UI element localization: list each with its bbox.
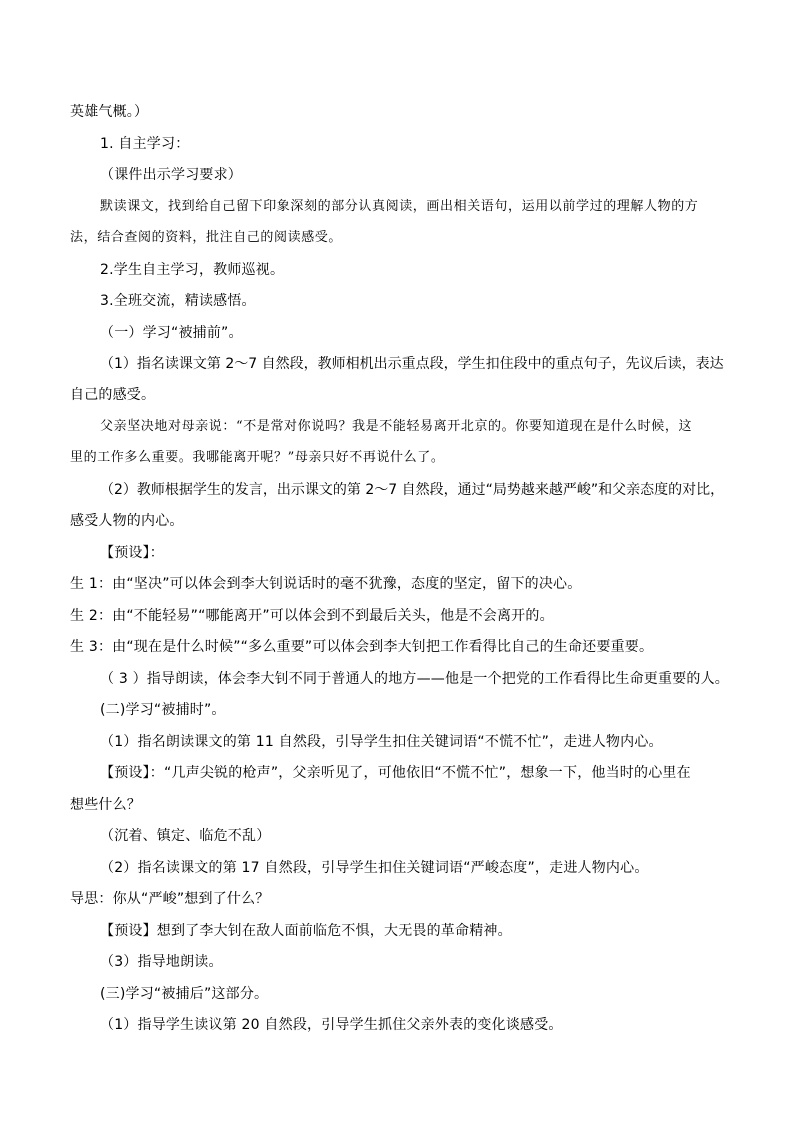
text-line: （沉着、镇定、临危不乱） bbox=[100, 828, 271, 844]
text-line: 生 2：由“不能轻易”“哪能离开”可以体会到不到最后关头，他是不会离开的。 bbox=[70, 608, 554, 624]
text-line: （3）指导地朗读。 bbox=[100, 954, 223, 970]
text-line: 生 3：由“现在是什么时候”“多么重要”可以体会到李大钊把工作看得比自己的生命还要重要。 bbox=[70, 639, 654, 655]
text-line: 法，结合查阅的资料，批注自己的阅读感受。 bbox=[70, 230, 343, 245]
text-line: （课件出示学习要求） bbox=[100, 167, 242, 183]
text-line: 父亲坚决地对母亲说：“不是常对你说吗？我是不能轻易离开北京的。你要知道现在是什么时候，这 bbox=[100, 419, 693, 434]
text-line: （1）指名读课文第 2～7 自然段，教师相机出示重点段，学生扣住段中的重点句子，先议后读，表达 bbox=[100, 356, 724, 372]
text-line: 默读课文，找到给自己留下印象深刻的部分认真阅读，画出相关语句，运用以前学过的理解人物的方 bbox=[100, 199, 699, 214]
text-line: 英雄气概。） bbox=[70, 104, 149, 120]
text-line: （一）学习“被捕前”。 bbox=[100, 325, 243, 341]
text-line: 【预设】： bbox=[100, 545, 164, 561]
text-line: 【预设】想到了李大钊在敌人面前临危不惧，大无畏的革命精神。 bbox=[100, 923, 512, 939]
text-line: 【预设】：“几声尖锐的枪声”，父亲听见了，可他依旧“不慌不忙”，想象一下，他当时的心里在 bbox=[100, 765, 691, 781]
text-line: 想些什么？ bbox=[70, 797, 141, 813]
text-line: 感受人物的内心。 bbox=[70, 513, 184, 529]
text-line: 里的工作多么重要。我哪能离开呢？”母亲只好不再说什么了。 bbox=[70, 450, 445, 465]
text-line: 3.全班交流，精读感悟。 bbox=[100, 293, 256, 309]
text-line: （1）指名朗读课文的第 11 自然段，引导学生扣住关键词语“不慌不忙”，走进人物内心。 bbox=[100, 734, 663, 750]
text-line: 生 1：由“坚决”可以体会到李大钊说话时的毫不犹豫，态度的坚定，留下的决心。 bbox=[70, 576, 582, 592]
text-line: 2.学生自主学习，教师巡视。 bbox=[100, 262, 285, 278]
text-line: 自己的感受。 bbox=[70, 387, 156, 403]
text-line: (二)学习“被捕时”。 bbox=[100, 702, 226, 718]
text-line: （2）教师根据学生的发言，出示课文的第 2～7 自然段，通过“局势越来越严峻”和父亲态度的对比， bbox=[100, 482, 725, 498]
text-line: 1. 自主学习： bbox=[100, 136, 190, 152]
text-line: （1）指导学生读议第 20 自然段，引导学生抓住父亲外表的变化谈感受。 bbox=[100, 1017, 563, 1033]
text-line: (三)学习“被捕后”这部分。 bbox=[100, 986, 269, 1002]
text-line: 导思：你从“严峻”想到了什么？ bbox=[70, 891, 270, 907]
text-line: （2）指名读课文的第 17 自然段，引导学生扣住关键词语“严峻态度”，走进人物内心。 bbox=[100, 860, 649, 876]
text-line: （ 3 ）指导朗读，体会李大钊不同于普通人的地方——他是一个把党的工作看得比生命更重要的人。 bbox=[100, 671, 730, 687]
